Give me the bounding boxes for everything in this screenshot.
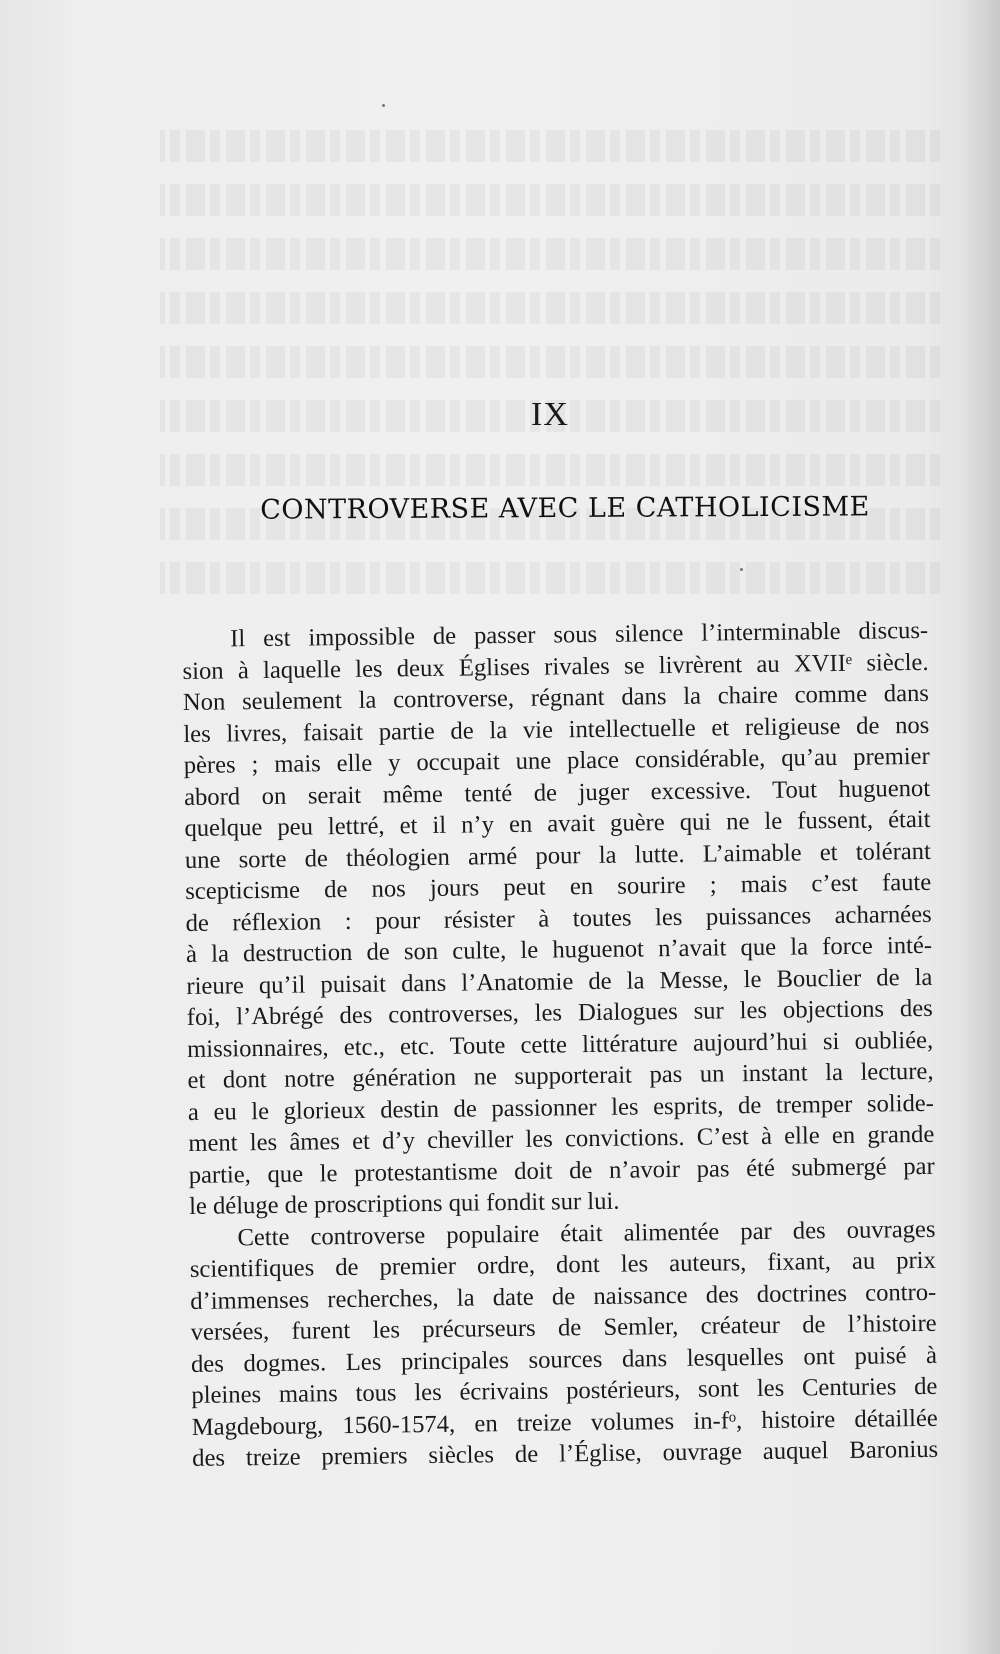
text-line: des treize premiers siècles de l’Église, ouvrage auquel Baronius [192,1435,939,1472]
text-line: les livres, faisait partie de la vie intellectuelle et religieuse de nos [183,711,930,748]
text-line: scepticisme de nos jours peut en sourire ; mais c’est faute [185,868,932,905]
text-line: le déluge de proscriptions qui fondit sur lui. [188,1187,620,1220]
text-line: a eu le glorieux destin de passionner les esprits, de tremper solide- [187,1089,935,1126]
chapter-number: IX [531,396,569,433]
text-line: Il est impossible de passer sous silence l’interminable discus- [230,616,929,653]
show-through-text [160,120,940,640]
text-line: Magdebourg, 1560-1574, en treize volumes in-fᵒ, histoire détaillée [191,1404,938,1441]
paragraph-2 [189,1213,938,1474]
text-line: une sorte de théologien armé pour la lutte. L’aimable et tolérant [184,837,931,874]
text-line: pères ; mais elle y occupait une place considérable, qu’au premier [183,742,930,779]
text-line: versées, furent les précurseurs de Semler, créateur de l’histoire [190,1309,937,1346]
text-line: partie, que le protestantisme doit de n’avoir pas été submergé par [188,1152,935,1189]
chapter-body [182,615,938,1475]
text-line: rieure qu’il puisait dans l’Anatomie de la Messe, le Bouclier de la [186,963,933,1000]
text-line: Non seulement la controverse, régnant dans la chaire comme dans [182,679,930,716]
text-line: Cette controverse populaire était alimentée par des ouvrages [237,1215,936,1251]
text-line: à la destruction de son culte, le huguenot n’avait que la force inté- [185,931,933,968]
page-gutter-shadow [960,0,1000,1654]
text-line: scientifiques de premier ordre, dont les auteurs, fixant, au prix [189,1246,936,1283]
text-line: et dont notre génération ne supporterait pas un instant la lecture, [187,1057,934,1094]
text-line: des dogmes. Les principales sources dans lesquelles ont puisé à [190,1341,938,1378]
text-line: pleines mains tous les écrivains postérieurs, sont les Centuries de [191,1372,938,1409]
text-line: abord on serait même tenté de juger excessive. Tout huguenot [183,774,931,811]
text-line: ment les âmes et d’y cheviller les convictions. C’est à elle en grande [188,1120,935,1157]
paragraph-1 [182,615,935,1223]
text-line: de réflexion : pour résister à toutes les puissances acharnées [185,900,932,937]
text-line: quelque peu lettré, et il n’y en avait guère qui ne le fussent, était [184,805,931,842]
text-line: d’immenses recherches, la date de naissance des doctrines contro- [190,1278,937,1315]
text-line: sion à laquelle les deux Églises rivales se livrèrent au XVIIᵉ siècle. [182,648,929,685]
speck [382,104,385,107]
text-line: missionnaires, etc., etc. Toute cette littérature aujourd’hui si oubliée, [187,1026,934,1063]
speck [740,568,743,571]
chapter-title: CONTROVERSE AVEC LE CATHOLICISME [260,491,870,526]
text-line: foi, l’Abrégé des controverses, les Dialogues sur les objections des [186,994,933,1031]
